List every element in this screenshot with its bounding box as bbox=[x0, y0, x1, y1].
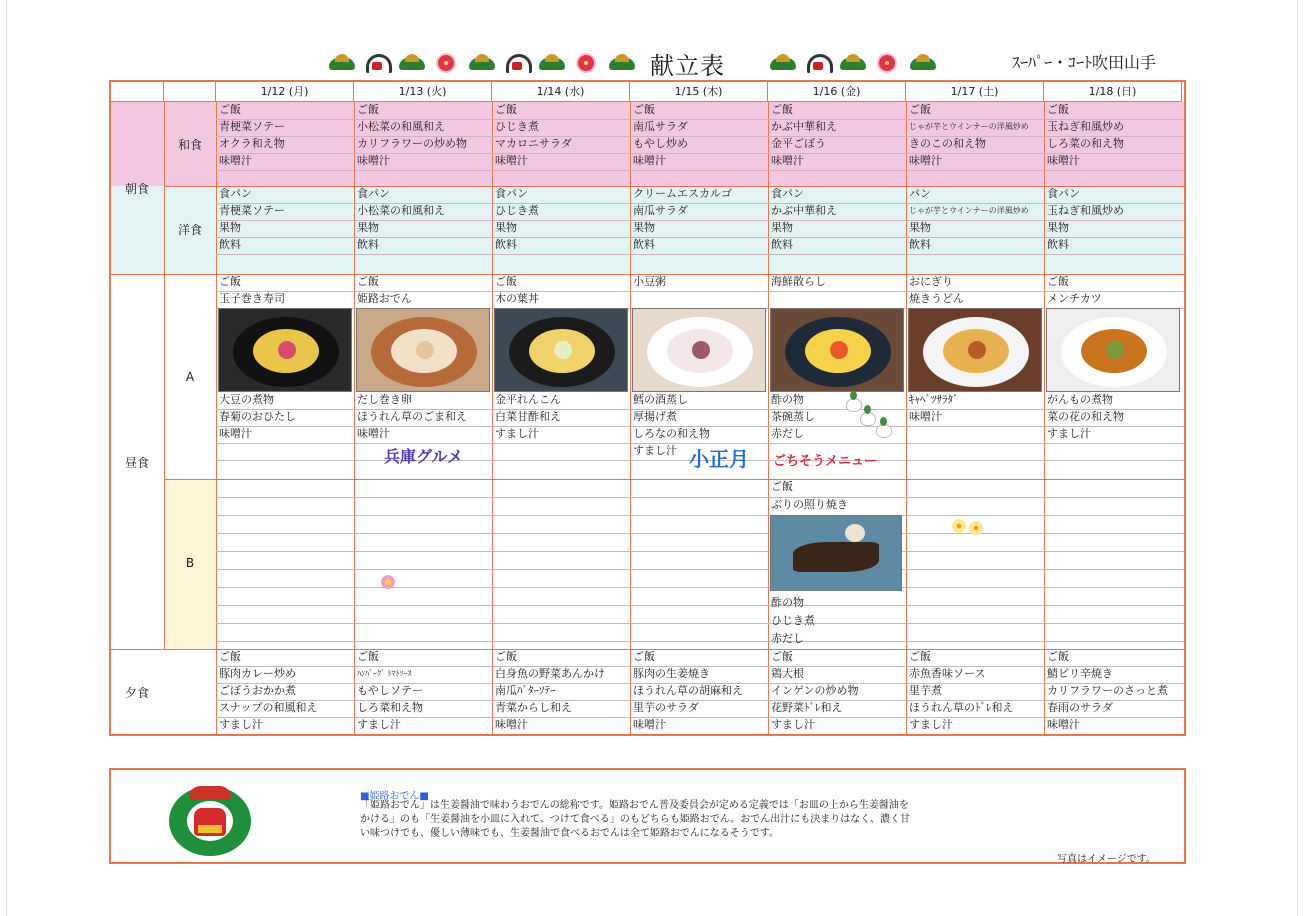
header-blank bbox=[111, 82, 164, 102]
page-header bbox=[0, 44, 1303, 78]
lunch-a-item: 木の葉丼 bbox=[495, 292, 539, 305]
washoku-item: 金平ごぼう bbox=[771, 137, 826, 150]
lunch-b-item: 赤だし bbox=[771, 632, 804, 645]
pine-icon bbox=[467, 50, 497, 72]
lunch-a-item: 姫路おでん bbox=[357, 292, 412, 305]
breakfast-label: 朝食 bbox=[124, 182, 149, 196]
lunch-a-item: ｷｬﾍﾞﾂｻﾗﾀﾞ bbox=[909, 393, 959, 406]
lunch-a-item: ご飯 bbox=[1047, 275, 1069, 288]
dinner-item: もやしソテー bbox=[357, 684, 423, 697]
washoku-item: オクラ和え物 bbox=[219, 137, 285, 150]
washoku-item: ご飯 bbox=[495, 103, 517, 116]
plum-blossom-icon bbox=[873, 50, 903, 72]
buri-teriyaki-photo bbox=[770, 515, 902, 591]
washoku-item: カリフラワーの炒め物 bbox=[357, 137, 467, 150]
pine-icon bbox=[607, 50, 637, 72]
lunch-a-item: すまし汁 bbox=[633, 444, 677, 457]
date-header: 1/18 (日) bbox=[1044, 82, 1182, 102]
lunch-label: 昼食 bbox=[124, 456, 149, 470]
konoha-don-photo bbox=[494, 308, 628, 392]
dinner-item: ご飯 bbox=[219, 650, 241, 663]
dinner-item: ご飯 bbox=[909, 650, 931, 663]
date-header: 1/14 (水) bbox=[492, 82, 630, 102]
washoku-item: ご飯 bbox=[771, 103, 793, 116]
dinner-item: すまし汁 bbox=[771, 718, 815, 731]
new-year-decoration-left bbox=[327, 50, 637, 72]
yoshoku-item: 果物 bbox=[771, 221, 793, 234]
yoshoku-item: 飲料 bbox=[909, 238, 931, 251]
dinner-item: ご飯 bbox=[771, 650, 793, 663]
photo-note: 写真はイメージです。 bbox=[1057, 854, 1156, 865]
pine-icon bbox=[908, 50, 938, 72]
washoku-item: ご飯 bbox=[909, 103, 931, 116]
date-header: 1/16 (金) bbox=[768, 82, 906, 102]
yoshoku-item: 飲料 bbox=[771, 238, 793, 251]
yoshoku-item: 果物 bbox=[495, 221, 517, 234]
dinner-item: ごぼうおかか煮 bbox=[219, 684, 296, 697]
store-name: ｽｰﾊﾟｰ・ｺｰﾄ吹田山手 bbox=[1012, 53, 1157, 72]
yaki-udon-photo bbox=[908, 308, 1042, 392]
lunch-a-label: A bbox=[185, 370, 195, 384]
info-line: い味つけでも、優しい薄味でも、生姜醤油で食べるおでんは全て姫路おでんになるそうです。 bbox=[360, 828, 779, 839]
dinner-item: 味噌汁 bbox=[1047, 718, 1080, 731]
washoku-item: 味噌汁 bbox=[633, 154, 666, 167]
yoshoku-item: 果物 bbox=[909, 221, 931, 234]
azuki-gayu-photo bbox=[632, 308, 766, 392]
lunch-a-item: 白菜甘酢和え bbox=[495, 410, 561, 423]
new-year-decoration-right bbox=[768, 50, 938, 72]
dinner-item: 豚肉の生姜焼き bbox=[633, 667, 710, 680]
row-line bbox=[216, 254, 1184, 255]
pine-icon bbox=[838, 50, 868, 72]
info-title: ■姫路おでん■ bbox=[360, 791, 429, 802]
page-edge-left bbox=[6, 0, 7, 916]
yoshoku-item: かぶ中華和え bbox=[771, 204, 837, 217]
dinner-item: インゲンの炒め物 bbox=[771, 684, 859, 697]
dinner-item: ご飯 bbox=[633, 650, 655, 663]
row-line bbox=[216, 587, 1184, 588]
section-divider bbox=[164, 479, 1184, 480]
pine-icon bbox=[768, 50, 798, 72]
yoshoku-item: 食パン bbox=[357, 187, 390, 200]
dinner-item: 青菜からし和え bbox=[495, 701, 572, 714]
date-header: 1/13 (火) bbox=[354, 82, 492, 102]
pink-flower-icon bbox=[378, 572, 398, 592]
gochiso-menu-tag: ごちそうメニュー bbox=[773, 454, 878, 469]
menchi-katsu-photo bbox=[1046, 308, 1180, 392]
yoshoku-item: じゃが芋とウインナーの洋風炒め bbox=[909, 206, 1029, 215]
yoshoku-item: 果物 bbox=[1047, 221, 1069, 234]
lunch-a-item: おにぎり bbox=[909, 275, 953, 288]
yoshoku-item: 果物 bbox=[633, 221, 655, 234]
date-header: 1/17 (土) bbox=[906, 82, 1044, 102]
lunch-a-item: ご飯 bbox=[495, 275, 517, 288]
page-title: 献立表 bbox=[650, 52, 725, 80]
dinner-item: しろ菜和え物 bbox=[357, 701, 423, 714]
washoku-item: 味噌汁 bbox=[219, 154, 252, 167]
lunch-a-item: 小豆粥 bbox=[633, 275, 666, 288]
yoshoku-item: 玉ねぎ和風炒め bbox=[1047, 204, 1124, 217]
row-line bbox=[216, 641, 1184, 642]
lunch-a-item: すまし汁 bbox=[495, 427, 539, 440]
lunch-a-item: 味噌汁 bbox=[357, 427, 390, 440]
header-blank bbox=[164, 82, 216, 102]
yoshoku-label: 洋食 bbox=[177, 223, 202, 237]
washoku-item: もやし炒め bbox=[633, 137, 688, 150]
lunch-a-item: がんもの煮物 bbox=[1047, 393, 1113, 406]
washoku-item: 玉ねぎ和風炒め bbox=[1047, 120, 1124, 133]
dinner-item: 赤魚香味ソース bbox=[909, 667, 986, 680]
yoshoku-item: 食パン bbox=[771, 187, 804, 200]
dinner-item: 白身魚の野菜あんかけ bbox=[495, 667, 605, 680]
row-line bbox=[216, 569, 1184, 570]
lunch-a-item: 赤だし bbox=[771, 427, 804, 440]
yoshoku-item: 食パン bbox=[1047, 187, 1080, 200]
yoshoku-item: パン bbox=[909, 187, 931, 200]
info-text bbox=[360, 799, 1060, 841]
washoku-item: 小松菜の和風和え bbox=[357, 120, 445, 133]
washoku-item: ご飯 bbox=[1047, 103, 1069, 116]
dinner-item: 味噌汁 bbox=[495, 718, 528, 731]
washoku-item: マカロニサラダ bbox=[495, 137, 572, 150]
washoku-item: ご飯 bbox=[633, 103, 655, 116]
info-line: 「姫路おでん」は生姜醤油で味わうおでんの総称です。姫路おでん普及委員会が定める定義では「お皿の上から生姜醤油を bbox=[360, 800, 909, 811]
washoku-item: 味噌汁 bbox=[495, 154, 528, 167]
himeji-oden-photo bbox=[356, 308, 490, 392]
dinner-item: 豚肉カレー炒め bbox=[219, 667, 296, 680]
lunch-a-item: すまし汁 bbox=[1047, 427, 1091, 440]
lunch-a-item: ご飯 bbox=[357, 275, 379, 288]
dinner-item: すまし汁 bbox=[219, 718, 263, 731]
yoshoku-item: ひじき煮 bbox=[495, 204, 539, 217]
dinner-item: 味噌汁 bbox=[633, 718, 666, 731]
yoshoku-item: 青梗菜ソテー bbox=[219, 204, 285, 217]
fan-icon bbox=[362, 50, 392, 72]
dinner-item: ご飯 bbox=[1047, 650, 1069, 663]
yoshoku-item: 飲料 bbox=[357, 238, 379, 251]
divider bbox=[164, 102, 165, 649]
dinner-item: ほうれん草のﾄﾞﾚ和え bbox=[909, 701, 1014, 714]
lunch-a-item: 金平れんこん bbox=[495, 393, 561, 406]
yoshoku-item: 飲料 bbox=[495, 238, 517, 251]
yoshoku-item: 飲料 bbox=[219, 238, 241, 251]
washoku-label: 和食 bbox=[177, 138, 202, 152]
lunch-a-item: 春菊のおひたし bbox=[219, 410, 296, 423]
info-line: かける」のも「生姜醤油を小皿に入れて、つけて食べる」のもどちらも姫路おでん。おでん出汁にも決まりはなく、濃く甘 bbox=[360, 814, 910, 825]
lunch-a-item: メンチカツ bbox=[1047, 292, 1102, 305]
lunch-b-item: ご飯 bbox=[771, 480, 793, 493]
washoku-item: ひじき煮 bbox=[495, 120, 539, 133]
pine-icon bbox=[537, 50, 567, 72]
lunch-b-item: ぶりの照り焼き bbox=[771, 498, 848, 511]
yoshoku-item: 食パン bbox=[219, 187, 252, 200]
date-header: 1/12 (月) bbox=[216, 82, 354, 102]
lunch-a-item: 茶碗蒸し bbox=[771, 410, 815, 423]
lunch-a-item: 焼きうどん bbox=[909, 292, 964, 305]
row-line bbox=[216, 170, 1184, 171]
lunch-a-item: 味噌汁 bbox=[219, 427, 252, 440]
snow-bunny-icon bbox=[860, 412, 876, 426]
yoshoku-item: クリームエスカルゴ bbox=[633, 187, 732, 200]
washoku-item: 味噌汁 bbox=[1047, 154, 1080, 167]
plum-blossom-icon bbox=[572, 50, 602, 72]
dinner-item: 花野菜ﾄﾞﾚ和え bbox=[771, 701, 843, 714]
washoku-item: きのこの和え物 bbox=[909, 137, 986, 150]
yoshoku-item: 飲料 bbox=[1047, 238, 1069, 251]
dinner-item: すまし汁 bbox=[909, 718, 953, 731]
washoku-item: じゃが芋とウインナーの洋風炒め bbox=[909, 122, 1029, 131]
dinner-item: 南瓜ﾊﾞﾀｰｿﾃｰ bbox=[495, 684, 556, 697]
lunch-a-item: ほうれん草のごま和え bbox=[357, 410, 467, 423]
lunch-a-item: ご飯 bbox=[219, 275, 241, 288]
row-line bbox=[216, 623, 1184, 624]
yoshoku-item: 果物 bbox=[357, 221, 379, 234]
lunch-a-item: 鱈の酒蒸し bbox=[633, 393, 688, 406]
lunch-a-item: 酢の物 bbox=[771, 393, 804, 406]
dinner-item: 里芋煮 bbox=[909, 684, 942, 697]
lunch-a-item: 厚揚げ煮 bbox=[633, 410, 677, 423]
hyogo-gourmet-tag: 兵庫グルメ bbox=[384, 447, 464, 466]
dinner-item: すまし汁 bbox=[357, 718, 401, 731]
dinner-item: ﾊﾝﾊﾞｰｸﾞ ﾄﾏﾄｿｰｽ bbox=[357, 669, 412, 678]
lunch-b-label: B bbox=[185, 556, 195, 570]
row-line bbox=[216, 605, 1184, 606]
snow-bunny-icon bbox=[876, 424, 892, 438]
plum-blossom-icon bbox=[432, 50, 462, 72]
washoku-item: 味噌汁 bbox=[357, 154, 390, 167]
lunch-a-item: 玉子巻き寿司 bbox=[219, 292, 285, 305]
dinner-item: 鯖ピリ辛焼き bbox=[1047, 667, 1113, 680]
lunch-a-item: 大豆の煮物 bbox=[219, 393, 274, 406]
yoshoku-item: 小松菜の和風和え bbox=[357, 204, 445, 217]
lunch-b-item: 酢の物 bbox=[771, 596, 804, 609]
fan-icon bbox=[803, 50, 833, 72]
washoku-item: ご飯 bbox=[219, 103, 241, 116]
dinner-item: 里芋のサラダ bbox=[633, 701, 699, 714]
dinner-label: 夕食 bbox=[124, 686, 149, 700]
oni-wreath-icon bbox=[169, 786, 251, 856]
pine-icon bbox=[327, 50, 357, 72]
yoshoku-item: 南瓜サラダ bbox=[633, 204, 688, 217]
row-line bbox=[216, 515, 1184, 516]
yoshoku-item: 果物 bbox=[219, 221, 241, 234]
dinner-item: ご飯 bbox=[495, 650, 517, 663]
yoshoku-item: 飲料 bbox=[633, 238, 655, 251]
dinner-item: スナップの和風和え bbox=[219, 701, 318, 714]
yoshoku-item: 食パン bbox=[495, 187, 528, 200]
washoku-item: かぶ中華和え bbox=[771, 120, 837, 133]
page-edge-right bbox=[1297, 0, 1298, 916]
koshogatsu-tag: 小正月 bbox=[689, 447, 749, 471]
washoku-item: 味噌汁 bbox=[771, 154, 804, 167]
washoku-item: 青梗菜ソテー bbox=[219, 120, 285, 133]
lunch-a-item: 菜の花の和え物 bbox=[1047, 410, 1124, 423]
snow-bunny-icon bbox=[846, 398, 862, 412]
lunch-a-item: しろなの和え物 bbox=[633, 427, 710, 440]
kaisen-chirashi-photo bbox=[770, 308, 904, 392]
row-line bbox=[216, 533, 1184, 534]
dinner-item: カリフラワーのさっと煮 bbox=[1047, 684, 1168, 697]
lunch-a-item: 味噌汁 bbox=[909, 410, 942, 423]
menu-table bbox=[109, 80, 1186, 736]
dinner-item: ほうれん草の胡麻和え bbox=[633, 684, 743, 697]
row-line bbox=[216, 551, 1184, 552]
lunch-a-item: だし巻き卵 bbox=[357, 393, 412, 406]
tamagomaki-sushi-photo bbox=[218, 308, 352, 392]
info-box bbox=[109, 768, 1186, 864]
fan-icon bbox=[502, 50, 532, 72]
pine-icon bbox=[397, 50, 427, 72]
washoku-item: ご飯 bbox=[357, 103, 379, 116]
dinner-item: 春雨のサラダ bbox=[1047, 701, 1113, 714]
washoku-item: 味噌汁 bbox=[909, 154, 942, 167]
row-line bbox=[216, 497, 1184, 498]
lunch-a-item: 海鮮散らし bbox=[771, 275, 826, 288]
dinner-item: ご飯 bbox=[357, 650, 379, 663]
washoku-item: しろ菜の和え物 bbox=[1047, 137, 1124, 150]
yellow-flower-icon bbox=[966, 518, 986, 538]
dinner-item: 鶏大根 bbox=[771, 667, 804, 680]
date-header: 1/15 (木) bbox=[630, 82, 768, 102]
lunch-b-item: ひじき煮 bbox=[771, 614, 815, 627]
washoku-item: 南瓜サラダ bbox=[633, 120, 688, 133]
